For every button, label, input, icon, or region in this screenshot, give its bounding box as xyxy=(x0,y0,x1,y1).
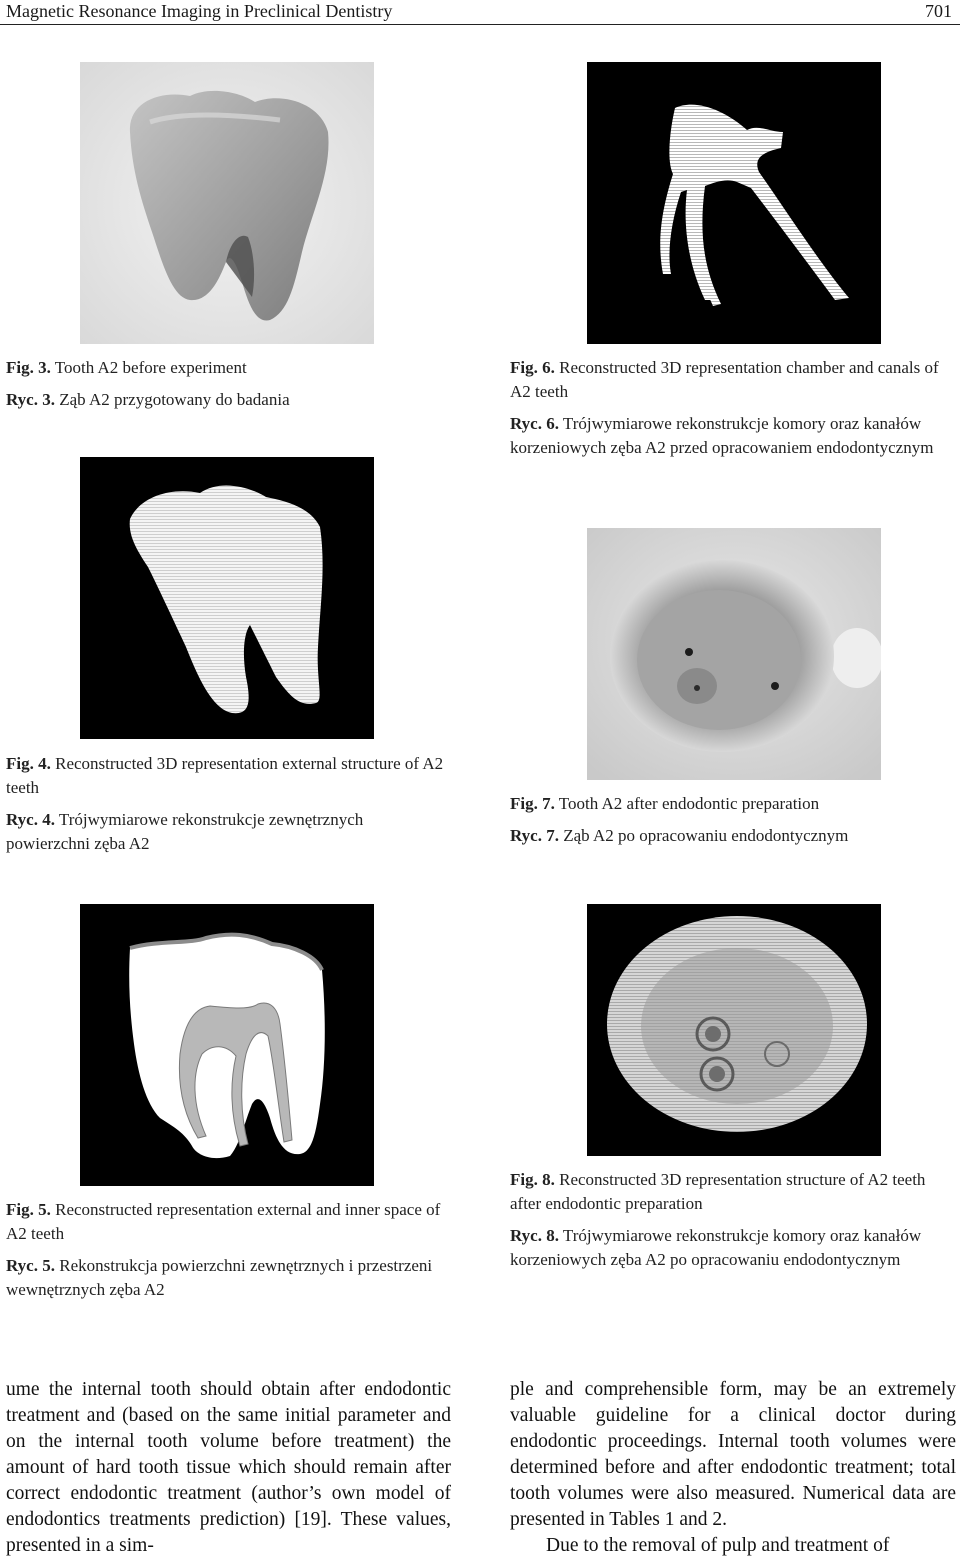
caption-label: Fig. 4. xyxy=(6,754,51,773)
caption-text: Tooth A2 before experiment xyxy=(50,358,247,377)
figure-3-caption xyxy=(6,356,366,420)
body-left-column xyxy=(6,1377,451,1559)
caption-label: Fig. 5. xyxy=(6,1200,51,1219)
caption-label: Ryc. 8. xyxy=(510,1226,559,1245)
figure-7-caption xyxy=(510,792,950,856)
figure-5-image xyxy=(80,904,374,1186)
figure-8-image xyxy=(587,904,881,1156)
caption-label: Ryc. 3. xyxy=(6,390,55,409)
figure-7-image xyxy=(587,528,881,780)
journal-title: Magnetic Resonance Imaging in Preclinical Dentistry xyxy=(6,1,393,21)
body-paragraph: Due to the removal of pulp and treatment of xyxy=(546,1535,890,1556)
figure-8-caption xyxy=(510,1168,950,1280)
caption-label: Ryc. 5. xyxy=(6,1256,55,1275)
caption-text: Reconstructed 3D representation external structure of A2 teeth xyxy=(6,754,444,797)
figure-3-image xyxy=(80,62,374,344)
caption-label: Fig. 6. xyxy=(510,358,555,377)
caption-text: Trójwymiarowe rekonstrukcje komory oraz kanałów korzeniowych zęba A2 przed opracowaniem endodontycznym xyxy=(510,414,934,457)
caption-text: Ząb A2 po opracowaniu endodontycznym xyxy=(558,826,849,845)
caption-label: Fig. 3. xyxy=(6,358,51,377)
caption-text: Trójwymiarowe rekonstrukcje zewnętrznych powierzchni zęba A2 xyxy=(6,810,364,853)
caption-label: Ryc. 6. xyxy=(510,414,559,433)
figure-5-caption xyxy=(6,1198,451,1310)
figure-6-caption xyxy=(510,356,950,468)
caption-text: Rekonstrukcja powierzchni zewnętrznych i przestrzeni wewnętrznych zęba A2 xyxy=(6,1256,433,1299)
caption-text: Trójwymiarowe rekonstrukcje komory oraz kanałów korzeniowych zęba A2 po opracowaniu endodontycznym xyxy=(510,1226,922,1269)
body-paragraph: ple and comprehensible form, may be an extremely valuable guideline for a clinical doctor during endodontic proceedings. Internal tooth volumes were determined before and after endodontic treatment; total tooth volumes were also measured. Numerical data are presented in Tables 1 and 2. xyxy=(510,1379,956,1530)
body-right-column xyxy=(510,1377,956,1559)
body-paragraph: ume the internal tooth should obtain after endodontic treatment and (based on the same initial parameter and on the internal tooth volume before treatment) the amount of hard tooth tissue which should remain after correct endodontic treatment (author’s own model of endodontics treatments prediction) [19]. These values, presented in a sim- xyxy=(6,1379,451,1556)
page-number: 701 xyxy=(925,1,952,21)
caption-text: Reconstructed representation external and inner space of A2 teeth xyxy=(6,1200,441,1243)
caption-label: Ryc. 4. xyxy=(6,810,55,829)
figure-6-image xyxy=(587,62,881,344)
caption-text: Reconstructed 3D representation chamber and canals of A2 teeth xyxy=(510,358,939,401)
figure-4-caption xyxy=(6,752,451,864)
running-header xyxy=(0,0,960,25)
caption-label: Fig. 8. xyxy=(510,1170,555,1189)
figure-4-image xyxy=(80,457,374,739)
caption-text: Reconstructed 3D representation structure of A2 teeth after endodontic preparation xyxy=(510,1170,926,1213)
caption-text: Ząb A2 przygotowany do badania xyxy=(54,390,290,409)
caption-text: Tooth A2 after endodontic preparation xyxy=(554,794,820,813)
caption-label: Ryc. 7. xyxy=(510,826,559,845)
caption-label: Fig. 7. xyxy=(510,794,555,813)
